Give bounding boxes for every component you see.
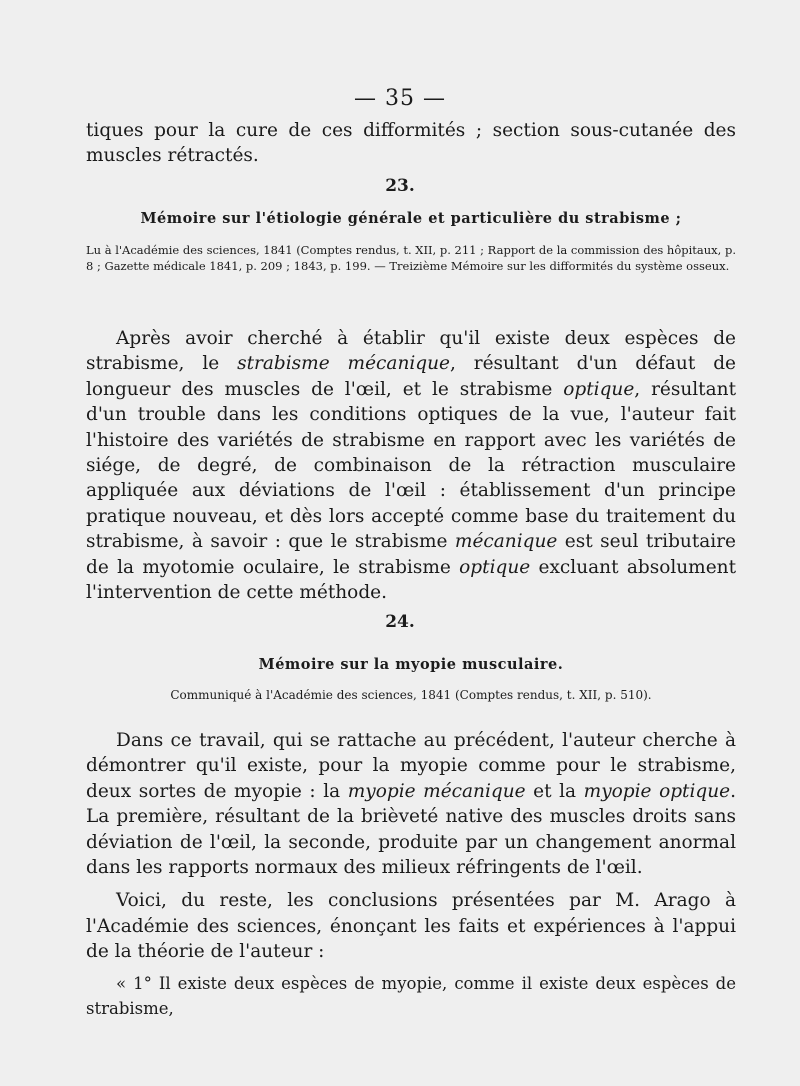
section-title-23: Mémoire sur l'étiologie générale et particulière du strabisme ; [140, 210, 682, 227]
section-reference-23: Lu à l'Académie des sciences, 1841 (Comptes rendus, t. XII, p. 211 ; Rapport de la commission des hôpitaux, p. 8 ; Gazette médicale 1841, p. 209 ; 1843, p. 199. — Treizième Mémoire sur les difformités du système osseux. [86, 243, 736, 273]
section-paragraph-24: Dans ce travail, qui se rattache au précédent, l'auteur cherche à démontrer qu'il existe, pour la myopie comme pour le strabisme, deux sortes de myopie : la myopie mécanique et la myopie optique. La première, résultant de la brièveté native des muscles droits sans déviation de l'œil, la seconde, produite par un changement anormal dans les rapports normaux des milieux réfringents de l'œil. [86, 730, 736, 879]
section-body-23 [86, 326, 736, 605]
section-number-23: 23. [385, 176, 415, 196]
conclusions-paragraph: Voici, du reste, les conclusions présentées par M. Arago à l'Académie des sciences, énonçant les faits et expériences à l'appui de la théorie de l'auteur : [86, 890, 736, 963]
section-reference-24: Communiqué à l'Académie des sciences, 1841 (Comptes rendus, t. XII, p. 510). [170, 688, 652, 702]
intro-text: tiques pour la cure de ces difformités ; section sous-cutanée des muscles rétractés. [86, 120, 736, 167]
section-title-24: Mémoire sur la myopie musculaire. [258, 656, 564, 673]
section-number-24: 24. [385, 612, 415, 632]
page-number: — 35 — [354, 86, 446, 111]
section-body-24 [86, 728, 736, 1021]
quote-paragraph: « 1° Il existe deux espèces de myopie, comme il existe deux espèces de strabisme, [86, 973, 736, 1019]
section-paragraph-23: Après avoir cherché à établir qu'il existe deux espèces de strabisme, le strabisme mécanique, résultant d'un défaut de longueur des muscles de l'œil, et le strabisme optique, résultant d'un trouble dans les conditions optiques de la vue, l'auteur fait l'histoire des variétés de strabisme en rapport avec les variétés de siége, de degré, de combinaison de la rétraction musculaire appliquée aux déviations de l'œil : établissement d'un principe pratique nouveau, et dès lors accepté comme base du traitement du strabisme, à savoir : que le strabisme mécanique est seul tributaire de la myotomie oculaire, le strabisme optique excluant absolument l'intervention de cette méthode. [86, 328, 737, 604]
intro-paragraph [86, 118, 736, 169]
